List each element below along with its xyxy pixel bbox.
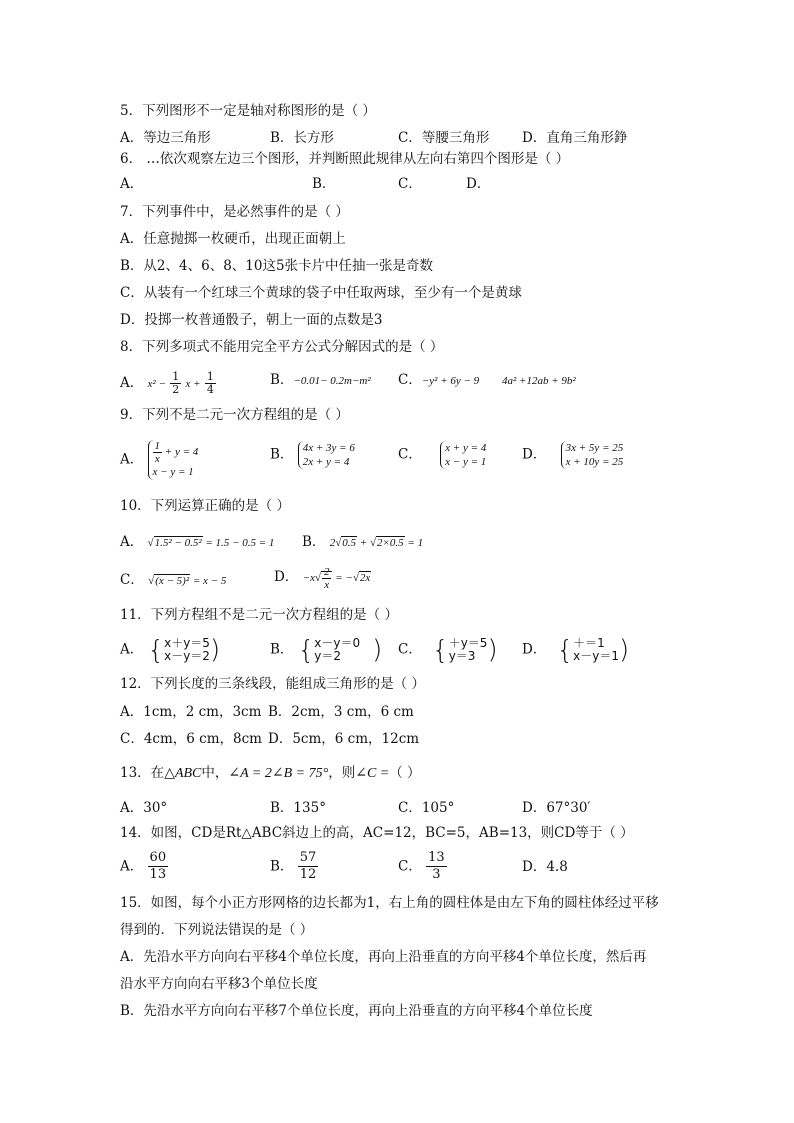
q9-option-d-label: D． — [522, 446, 547, 463]
q13-option-b: B．135° — [270, 800, 326, 816]
q14-stem: 14．如图，CD是Rt△ABC斜边上的高，AC=12，BC=5，AB=13，则CD等于（ ） — [120, 825, 634, 841]
q15-stem-line1: 15．如图，每个小正方形网格的边长都为1，右上角的圆柱体是由左下角的圆柱体经过平移 — [120, 895, 659, 911]
q11-option-c-label: C． — [398, 641, 422, 658]
q8-option-a-label: A． — [120, 375, 144, 391]
q9-option-d — [522, 441, 623, 469]
q11-option-a: A． {x＋y＝5 x－y＝2) — [120, 635, 221, 666]
q11-option-d-label: D． — [522, 641, 547, 658]
q12-stem: 12．下列长度的三条线段，能组成三角形的是（ ） — [120, 676, 425, 692]
q9-system-c: x + y = 4 x − y = 1 — [440, 441, 486, 469]
q10-option-a — [120, 533, 274, 552]
q14-option-c: C． $\frac{13}{3}$ — [398, 850, 445, 882]
q8-option-d — [502, 371, 576, 390]
q11-option-b: B． {x－y＝0 y＝2 ) — [270, 635, 383, 666]
q7-stem: 7．下列事件中，是必然事件的是（ ） — [120, 204, 349, 220]
q7-option-b: B．从2、4、6、8、10这5张卡片中任抽一张是奇数 — [120, 258, 434, 274]
q11-option-a-label: A． — [120, 641, 144, 658]
q9-system-d: 3x + 5y = 25 x + 10y = 25 — [561, 441, 624, 469]
q15-stem-line2: 得到的．下列说法错误的是（ ） — [120, 922, 314, 938]
q8-option-a: A． x² − $\frac{1}{2}$ x + $\frac{1}{4}$ — [120, 370, 214, 396]
q13-option-d: D．67°30′ — [522, 800, 591, 816]
q8-option-d-expr: 4a² +12ab + 9b² — [502, 375, 576, 387]
q10-option-b-label: B． — [302, 534, 326, 550]
q9-option-b — [270, 441, 355, 469]
q14-option-b: B． $\frac{57}{12}$ — [270, 850, 317, 882]
q11-stem: 11．下列方程组不是二元一次方程组的是（ ） — [120, 607, 398, 623]
q8-option-c-label: C． — [398, 372, 422, 388]
q9-stem: 9．下列不是二元一次方程组的是（ ） — [120, 407, 349, 423]
q6-option-d: D． — [466, 176, 491, 192]
q8-option-c-expr: −y² + 6y − 9 — [421, 375, 480, 387]
q8-stem: 8．下列多项式不能用完全平方公式分解因式的是（ ） — [120, 339, 444, 355]
q8-option-a-expr: x² − — [147, 378, 166, 390]
q8-option-b-expr: −0.01− 0.2m−m² — [293, 375, 371, 387]
q14-fraction-b: $\frac{57}{12}$ — [299, 850, 317, 882]
q8-option-b-label: B． — [270, 372, 294, 388]
q10-option-c — [120, 571, 226, 590]
q9-option-c-label: C． — [398, 446, 422, 463]
q12-option-d: D．5cm，6 cm，12cm — [268, 731, 420, 747]
q5-option-d: D．直角三角形錚 — [522, 130, 628, 146]
q12-option-b: B．2cm，3 cm，6 cm — [268, 704, 414, 720]
q6-option-b: B． — [312, 176, 336, 192]
q7-option-c: C．从装有一个红球三个黄球的袋子中任取两球，至少有一个是黄球 — [120, 285, 522, 301]
q10-option-c-expr: √(x − 5)² = x − 5 — [148, 575, 227, 587]
q10-option-d — [274, 566, 371, 591]
q10-option-a-label: A． — [120, 534, 144, 550]
q10-option-d-label: D． — [274, 569, 299, 586]
q7-option-a: A．任意抛掷一枚硬币，出现正面朝上 — [120, 231, 346, 247]
q10-stem: 10．下列运算正确的是（ ） — [120, 498, 290, 514]
q9-option-a — [120, 440, 198, 480]
q13-option-c: C．105° — [398, 800, 455, 816]
q10-option-a-expr: √1.5² − 0.5² = 1.5 − 0.5 = 1 — [147, 537, 275, 549]
q14-fraction-a: $\frac{60}{13}$ — [149, 850, 167, 882]
q14-fraction-c: $\frac{13}{3}$ — [428, 850, 445, 882]
q6-option-a: A． — [120, 176, 144, 192]
q7-option-d: D．投掷一枚普通骰子，朝上一面的点数是3 — [120, 312, 383, 328]
q15-option-a-line2: 沿水平方向向右平移3个单位长度 — [120, 976, 318, 992]
q13-stem: 13．在△ABC中，∠A = 2∠B = 75°，则∠C =（ ） — [120, 765, 421, 781]
q5-option-c: C．等腰三角形 — [398, 130, 490, 146]
q10-option-b — [302, 533, 423, 552]
q8-option-b — [270, 371, 371, 390]
q10-option-b-expr: 2√0.5 + √2×0.5 = 1 — [329, 537, 424, 549]
q8-fraction-quarter: $\frac{1}{4}$ — [206, 370, 214, 396]
q9-system-b: 4x + 3y = 6 2x + y = 4 — [298, 441, 355, 469]
q6-option-c: C． — [398, 176, 422, 192]
q9-option-a-label: A． — [120, 451, 144, 468]
q10-option-d-expr: −x√ $\frac{2}{x}$ = −√2x — [302, 566, 371, 591]
q11-system-d: { — [556, 635, 574, 666]
q10-option-c-label: C． — [120, 572, 144, 588]
q15-option-a-line1: A．先沿水平方向向右平移4个单位长度，再向上沿垂直的方向平移4个单位长度，然后再 — [120, 949, 647, 965]
q12-option-c: C．4cm，6 cm，8cm — [120, 731, 262, 747]
q11-option-d: D． {＋＝1 x－y＝1) — [522, 635, 630, 666]
q8-fraction-half: $\frac{1}{2}$ — [172, 370, 180, 396]
q8-option-c — [398, 371, 479, 390]
q11-system-b: { — [297, 635, 315, 666]
q6-stem: 6． …依次观察左边三个图形，并判断照此规律从左向右第四个图形是（ ） — [120, 151, 570, 167]
q14-option-d: D．4.8 — [522, 859, 568, 875]
q5-option-a: A．等边三角形 — [120, 130, 211, 146]
q11-option-c: C． {＋y＝5 y＝3 ) — [398, 635, 498, 666]
q11-option-b-label: B． — [270, 641, 294, 658]
q15-option-b: B．先沿水平方向向右平移7个单位长度，再向上沿垂直的方向平移4个单位长度 — [120, 1003, 593, 1019]
q13-option-a: A．30° — [120, 800, 168, 816]
q9-system-a: $\frac{1}{x}$ + y = 4 x − y = 1 — [148, 440, 199, 480]
q5-option-b: B．长方形 — [270, 130, 334, 146]
q9-option-b-label: B． — [270, 446, 294, 463]
q11-system-c: { — [432, 635, 449, 666]
q5-stem: 5．下列图形不一定是轴对称图形的是（ ） — [120, 103, 376, 119]
q11-system-a: { — [147, 635, 165, 666]
q9-option-c — [398, 441, 486, 469]
q12-option-a: A．1cm，2 cm，3cm — [120, 704, 262, 720]
q14-option-a: A． $\frac{60}{13}$ — [120, 850, 167, 882]
